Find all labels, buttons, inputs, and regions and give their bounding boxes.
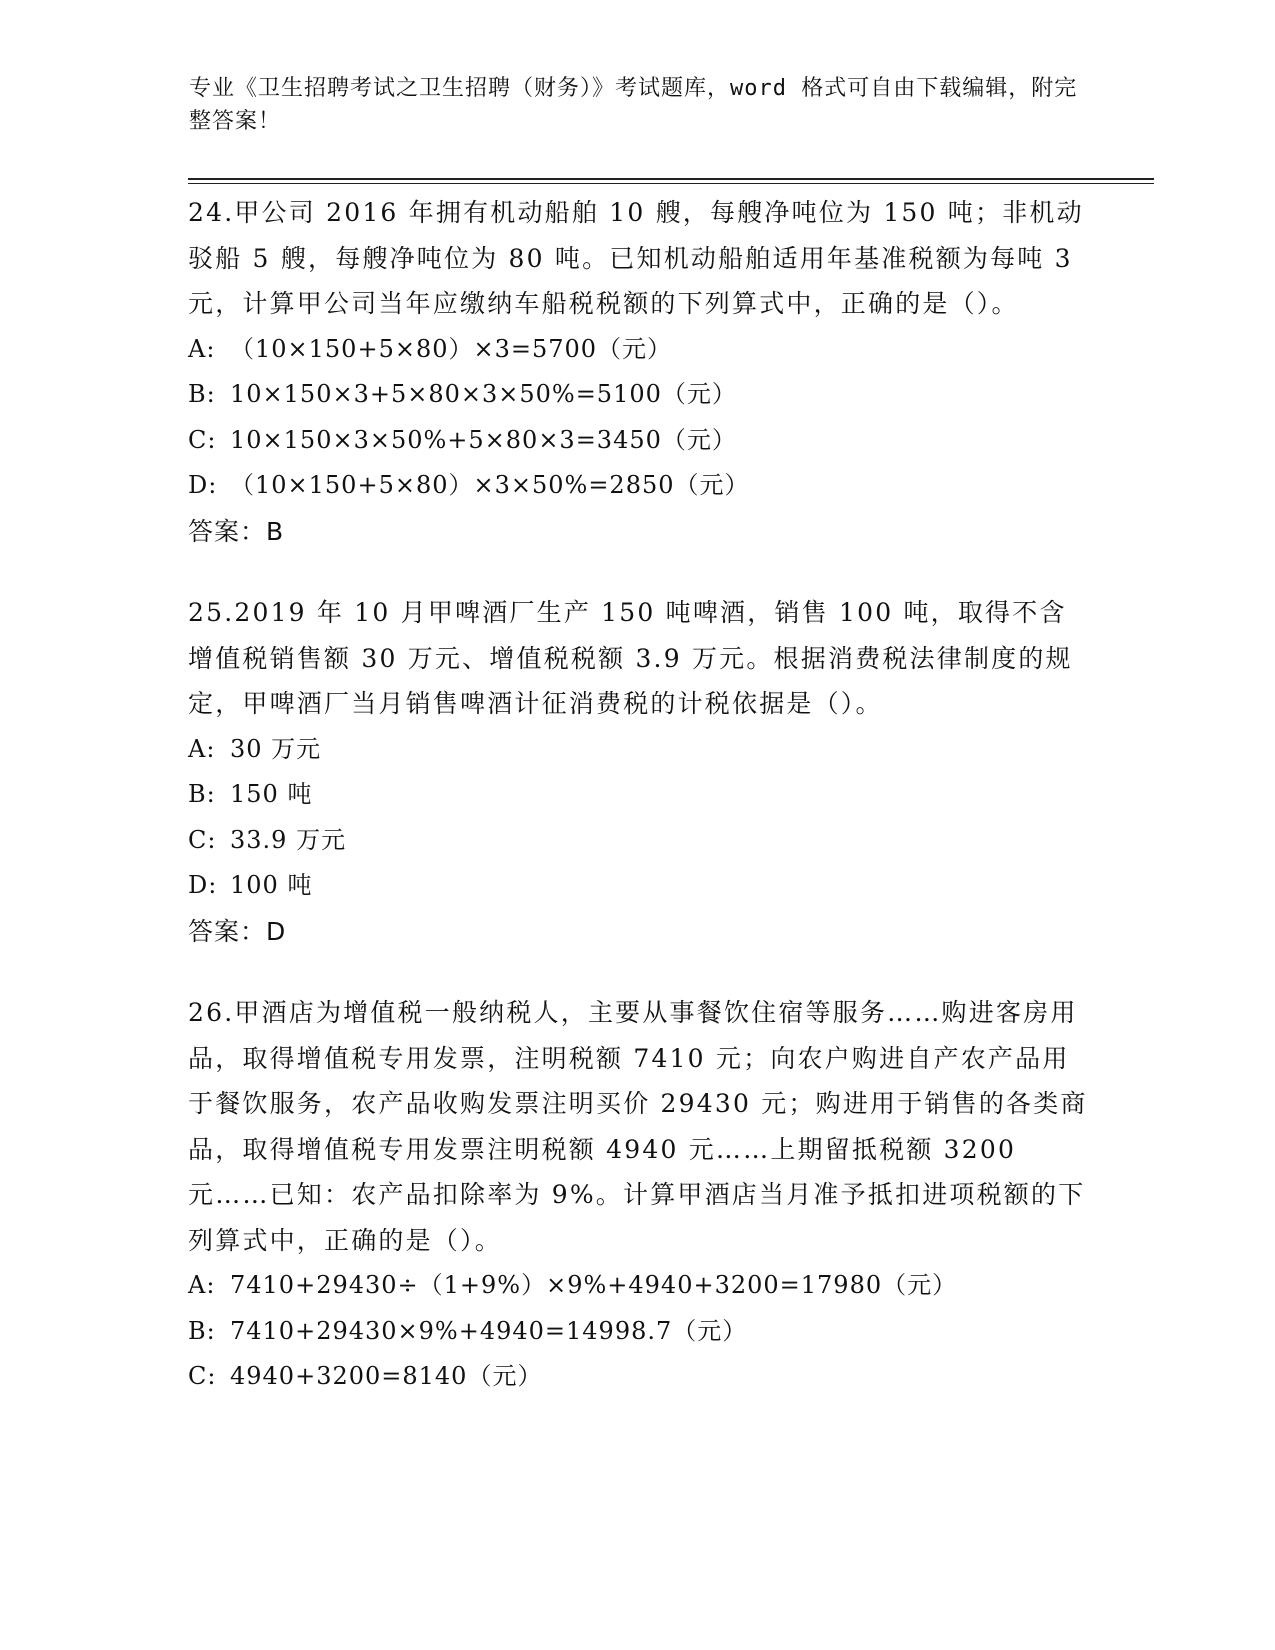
option-key: A: [188, 734, 216, 763]
option-key: D: [188, 471, 218, 499]
option-text: 30 万元 [230, 734, 322, 763]
option-key: C: [188, 1362, 217, 1390]
question-24 [188, 190, 1088, 554]
option-text: 10×150×3+5×80×3×50%=5100（元） [230, 380, 737, 408]
option-text: 7410+29430÷（1+9%）×9%+4940+3200=17980（元） [230, 1271, 958, 1299]
option-text: （10×150+5×80）×3=5700（元） [230, 334, 673, 363]
option-key: C: [188, 825, 217, 854]
option-key: C: [188, 425, 217, 454]
question-stem: 26.甲酒店为增值税一般纳税人，主要从事餐饮住宿等服务……购进客房用品，取得增值税专用发票，注明税额 7410 元；向农户购进自产农产品用于餐饮服务，农产品收购发票注明买价 29430 元；购进用于销售的各类商品，取得增值税专用发票注明税额 4940 元……上期留抵税额 3200 元……已知：农产品扣除率为 9%。计算甲酒店当月准予抵扣进项税额的下列算式中，正确的是（）。 [188, 998, 1088, 1255]
option-key: A: [188, 334, 216, 363]
option-key: A: [188, 1271, 216, 1299]
question-stem: 25.2019 年 10 月甲啤酒厂生产 150 吨啤酒，销售 100 吨，取得不含增值税销售额 30 万元、增值税税额 3.9 万元。根据消费税法律制度的规定，甲啤酒厂当月销售啤酒计征消费税的计税依据是（）。 [188, 598, 1073, 718]
question-25 [188, 590, 1088, 954]
question-list [188, 190, 1088, 1436]
option-text: 150 吨 [230, 780, 313, 808]
option-a [188, 727, 1088, 773]
option-c [188, 1354, 1088, 1400]
option-key: B: [188, 780, 216, 808]
option-text: 4940+3200=8140（元） [230, 1362, 543, 1390]
option-c [188, 418, 1088, 464]
header-divider-thick [188, 178, 1154, 180]
option-a [188, 1263, 1088, 1309]
option-text: 10×150×3×50%+5×80×3=3450（元） [230, 425, 737, 454]
option-key: B: [188, 380, 216, 408]
answer-line: 答案：D [188, 916, 287, 946]
question-stem: 24.甲公司 2016 年拥有机动船舶 10 艘，每艘净吨位为 150 吨；非机动驳船 5 艘，每艘净吨位为 80 吨。已知机动船舶适用年基准税额为每吨 3 元，计算甲公司当年应缴纳车船税税额的下列算式中，正确的是（）。 [188, 198, 1084, 318]
option-key: B: [188, 1316, 216, 1345]
answer-line: 答案：B [188, 516, 285, 546]
option-b [188, 772, 1088, 818]
option-key: D: [188, 871, 218, 899]
question-26 [188, 990, 1088, 1400]
header-divider-thin [188, 183, 1154, 184]
option-c [188, 818, 1088, 864]
option-d [188, 463, 1088, 509]
option-text: 100 吨 [230, 871, 313, 899]
option-text: 7410+29430×9%+4940=14998.7（元） [230, 1316, 748, 1345]
option-b [188, 1309, 1088, 1355]
document-header: 专业《卫生招聘考试之卫生招聘（财务）》考试题库，word 格式可自由下载编辑，附完整答案！ [189, 76, 1078, 134]
option-a [188, 327, 1088, 373]
option-text: 33.9 万元 [230, 825, 347, 854]
option-b [188, 372, 1088, 418]
option-d [188, 863, 1088, 909]
option-text: （10×150+5×80）×3×50%=2850（元） [230, 471, 750, 499]
